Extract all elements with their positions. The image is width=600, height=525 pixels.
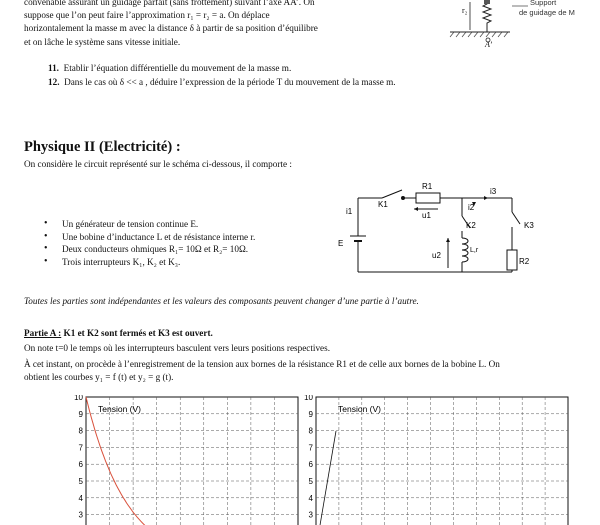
graph-y-ticks <box>74 395 83 520</box>
k2-label: K2 <box>466 221 476 230</box>
partie-a-line-1: On note t=0 le temps où les interrupteurs basculent vers leurs positions respectives. <box>24 343 331 353</box>
y-tick-label: 6 <box>78 460 83 470</box>
partie-a-line-3: obtient les courbes y₁ = f (t) et y₂ = g (t). <box>24 372 174 382</box>
intro-line-2: suppose que l’on peut faire l’approximation r₁ = r₂ = a. On déplace <box>24 10 270 20</box>
a-prime-label: A’ <box>485 40 493 49</box>
graph-ylabel: Tension (V) <box>98 404 141 414</box>
question-text: Dans le cas où δ << a , déduire l’expression de la période T du mouvement de la masse m. <box>64 77 396 87</box>
u1-label: u1 <box>422 211 431 220</box>
y-tick-label: 8 <box>78 426 83 436</box>
partie-a-title <box>24 327 213 339</box>
e-label: E <box>338 239 344 248</box>
y-tick-label: 3 <box>308 510 313 520</box>
r2-label: r₂ <box>462 6 468 15</box>
r1-label: R1 <box>422 182 433 191</box>
question-text: Etablir l’équation différentielle du mouvement de la masse m. <box>63 63 292 73</box>
y-tick-label: 4 <box>78 493 83 503</box>
partie-a-prefix: Partie A : <box>24 328 62 338</box>
graph-y-ticks <box>304 395 313 520</box>
u2-label: u2 <box>432 251 441 260</box>
y-tick-label: 6 <box>308 460 313 470</box>
support-label-2: de guidage de M <box>519 8 575 17</box>
support-label-1: Support <box>530 0 557 7</box>
i3-label: i3 <box>490 187 497 196</box>
y-tick-label: 4 <box>308 493 313 503</box>
y-tick-label: 7 <box>308 443 313 453</box>
graph-y1 <box>70 395 300 525</box>
k1-label: K1 <box>378 200 388 209</box>
y-tick-label: 5 <box>78 477 83 486</box>
y-tick-label: 3 <box>78 510 83 520</box>
question-number: 11. <box>48 63 59 73</box>
k3-label: K3 <box>524 221 534 230</box>
partie-a-rest: K1 et K2 sont fermés et K3 est ouvert. <box>61 328 213 338</box>
section-intro: On considère le circuit représenté sur le schéma ci-dessous, il comporte : <box>24 159 292 169</box>
section-note: Toutes les parties sont indépendantes et les valeurs des composants peuvent changer d’une partie à l’autre. <box>24 296 419 306</box>
y-tick-label: 5 <box>308 477 313 486</box>
circuit-diagram <box>330 176 560 288</box>
intro-line-4: et on lâche le système sans vitesse initiale. <box>24 37 181 47</box>
section-title: Physique II (Electricité) : <box>24 139 181 155</box>
list-item: • Trois interrupteurs K₁, K₂ et K₃. <box>40 256 255 269</box>
list-item: • Deux conducteurs ohmiques R₁= 10Ω et R₂= 10Ω. <box>40 243 255 256</box>
lr-label: L,r <box>470 247 479 254</box>
list-item: • Un générateur de tension continue E. <box>40 218 255 231</box>
question-number: 12. <box>48 77 60 87</box>
intro-line-3: horizontalement la masse m avec la distance δ à partir de sa position d’équilibre <box>24 23 318 33</box>
question-12 <box>48 76 396 88</box>
i1-label: i1 <box>346 207 353 216</box>
y-tick-label: 7 <box>78 443 83 453</box>
y-tick-label: 8 <box>308 426 313 436</box>
r2-resistor-label: R2 <box>519 257 530 266</box>
y-tick-label: 10 <box>74 395 83 402</box>
graph-ylabel: Tension (V) <box>338 404 381 414</box>
intro-line-1: convenable assurant un guidage parfait (sans frottement) suivant l’axe AA’. On <box>24 0 315 7</box>
partie-a-line-2: À cet instant, on procède à l’enregistrement de la tension aux bornes de la résistance R1 et de celle aux bornes de la bobine L. On <box>24 359 500 369</box>
graph-y2 <box>300 395 570 525</box>
y-tick-label: 9 <box>308 409 313 419</box>
i2-label: i2 <box>468 203 475 212</box>
question-11 <box>48 62 291 74</box>
y-tick-label: 9 <box>78 409 83 419</box>
list-item: • Une bobine d’inductance L et de résistance interne r. <box>40 231 255 244</box>
component-list <box>40 218 255 268</box>
y-tick-label: 10 <box>304 395 313 402</box>
